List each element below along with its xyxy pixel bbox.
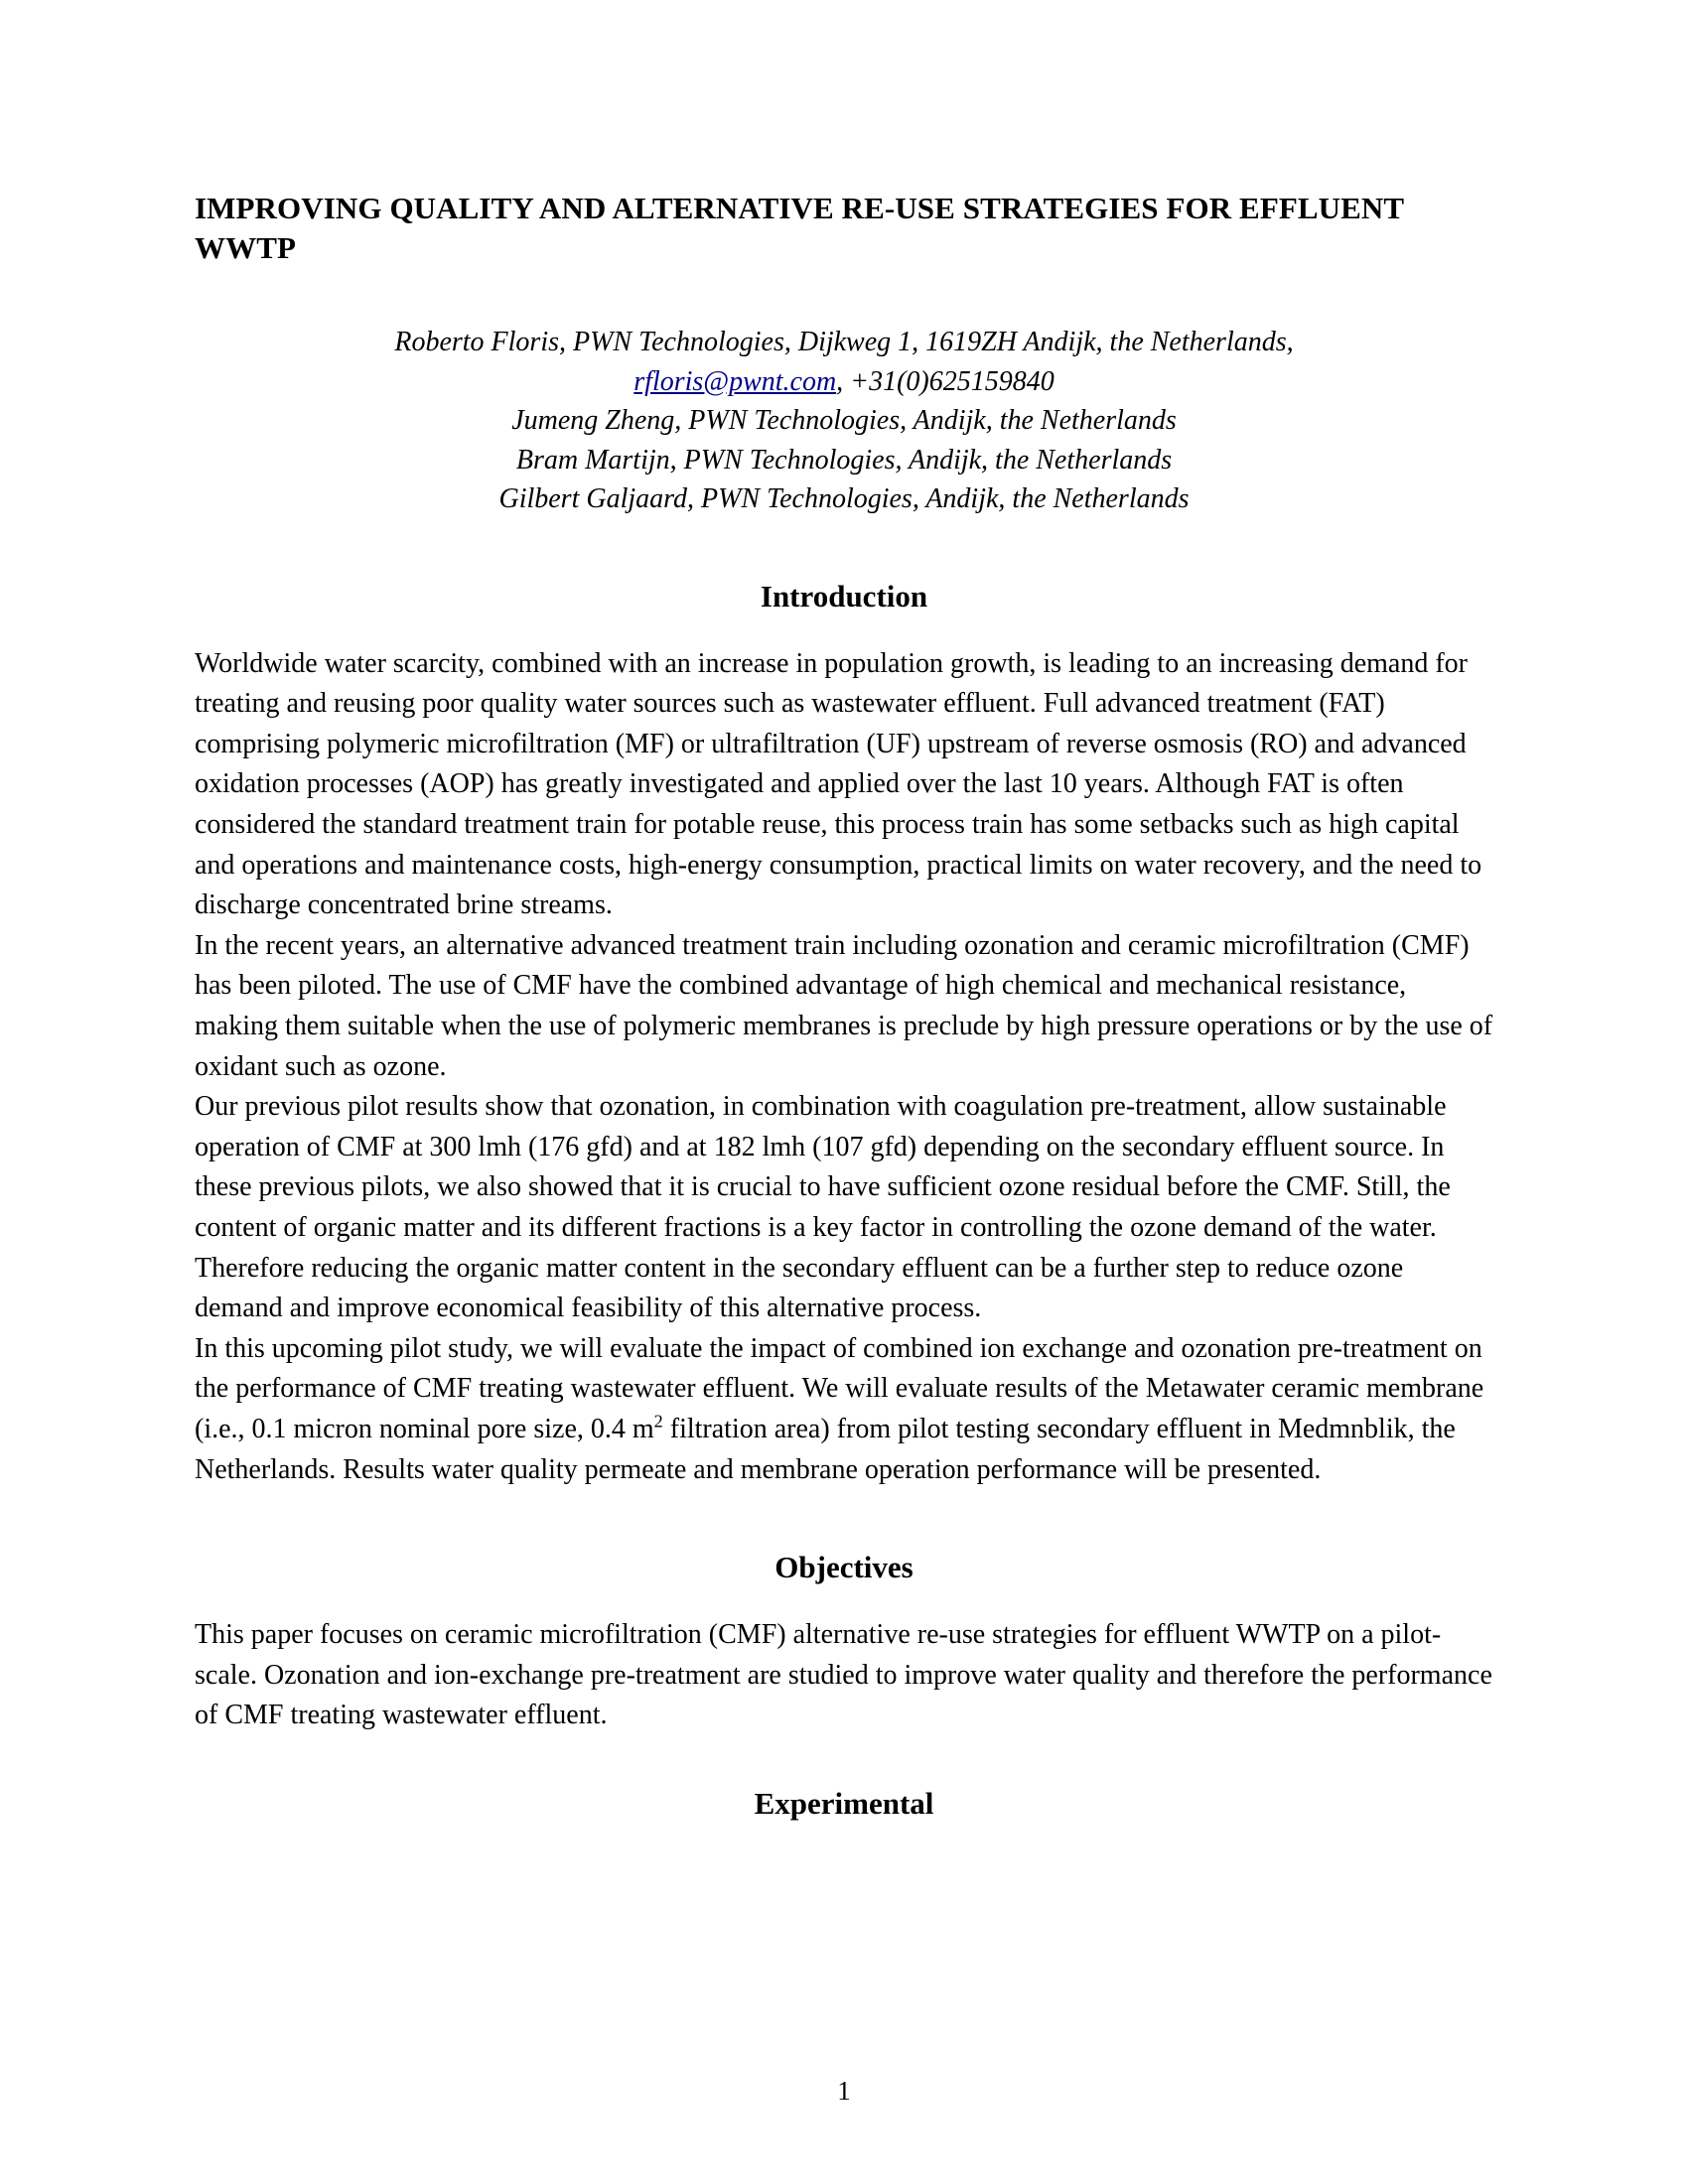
page-title: IMPROVING QUALITY AND ALTERNATIVE RE-USE STRATEGIES FOR EFFLUENT WWTP [195,191,1404,265]
author-line-5: Gilbert Galjaard, PWN Technologies, Andijk, the Netherlands [498,483,1190,515]
author-block [195,323,1493,518]
section-heading-experimental: Experimental [754,1785,934,1821]
introduction-paragraph-4-part2: filtration area) from pilot testing secondary effluent in Medmnblik, the Netherlands. Results water quality permeate and membrane operation performance will be presented. [195,1413,1456,1485]
introduction-paragraph-4 [195,1329,1493,1490]
author-line-2 [195,362,1493,401]
section-heading-objectives: Objectives [774,1550,914,1585]
author-phone: , +31(0)625159840 [836,365,1055,397]
author-line-3: Jumeng Zheng, PWN Technologies, Andijk, the Netherlands [511,405,1177,437]
introduction-paragraph-4-part1: In this upcoming pilot study, we will evaluate the impact of combined ion exchange and ozonation pre-treatment on the performance of CMF treating wastewater effluent. We will evaluate results of the Metawater ceramic membrane (i.e., 0.1 micron nominal pore size, 0.4 m [195,1332,1484,1444]
page-number: 1 [837,2076,851,2106]
introduction-paragraph-3: Our previous pilot results show that ozonation, in combination with coagulation pre-treatment, allow sustainable operation of CMF at 300 lmh (176 gfd) and at 182 lmh (107 gfd) depending on the secondary effluent source. In these previous pilots, we also showed that it is crucial to have sufficient ozone residual before the CMF. Still, the content of organic matter and its different fractions is a key factor in controlling the ozone demand of the water. Therefore reducing the organic matter content in the secondary effluent can be a further step to reduce ozone demand and improve economical feasibility of this alternative process. [195,1091,1451,1324]
introduction-paragraph-2: In the recent years, an alternative advanced treatment train including ozonation and ceramic microfiltration (CMF) has been piloted. The use of CMF have the combined advantage of high chemical and mechanical resistance, making them suitable when the use of polymeric membranes is preclude by high pressure operations or by the use of oxidant such as ozone. [195,929,1493,1082]
section-heading-introduction: Introduction [760,578,928,614]
author-line-1: Roberto Floris, PWN Technologies, Dijkweg 1, 1619ZH Andijk, the Netherlands, [394,327,1294,358]
author-email-link[interactable]: rfloris@pwnt.com [633,365,837,397]
superscript-two: 2 [653,1411,663,1432]
author-line-4: Bram Martijn, PWN Technologies, Andijk, the Netherlands [515,444,1173,476]
introduction-paragraph-1: Worldwide water scarcity, combined with an increase in population growth, is leading to an increasing demand for treating and reusing poor quality water sources such as wastewater effluent. Full advanced treatment (FAT) comprising polymeric microfiltration (MF) or ultrafiltration (UF) upstream of reverse osmosis (RO) and advanced oxidation processes (AOP) has greatly investigated and applied over the last 10 years. Although FAT is often considered the standard treatment train for potable reuse, this process train has some setbacks such as high capital and operations and maintenance costs, high-energy consumption, practical limits on water recovery, and the need to discharge concentrated brine streams. [195,647,1482,921]
objectives-paragraph-1: This paper focuses on ceramic microfiltration (CMF) alternative re-use strategies for effluent WWTP on a pilot-scale. Ozonation and ion-exchange pre-treatment are studied to improve water quality and therefore the performance of CMF treating wastewater effluent. [195,1619,1492,1731]
